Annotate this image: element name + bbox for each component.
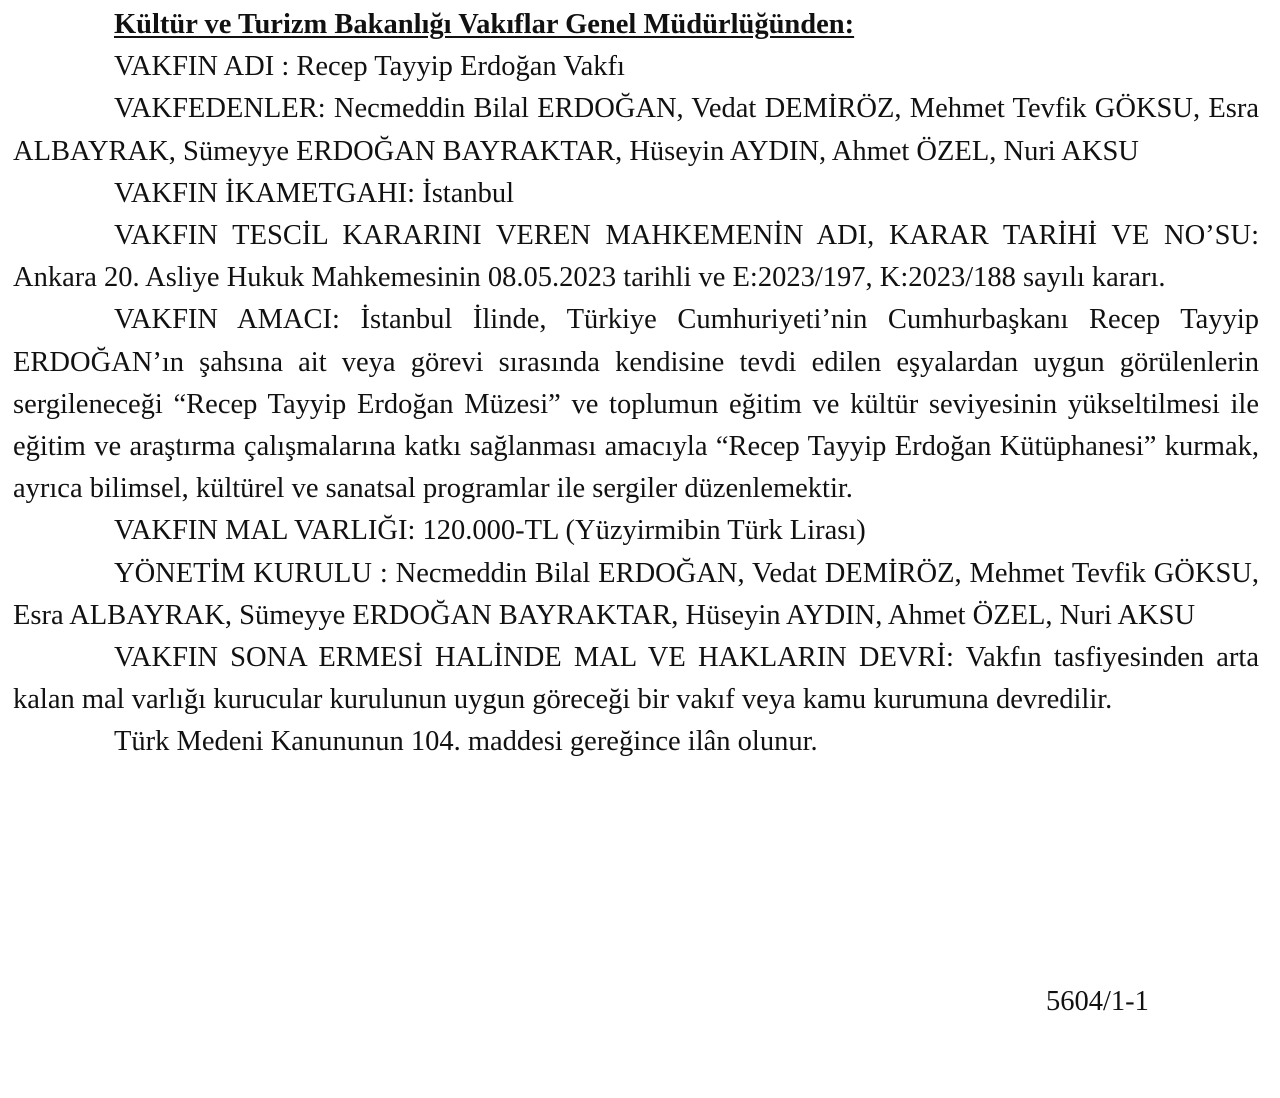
reference-number: 5604/1-1: [1046, 986, 1149, 1017]
founders-paragraph: VAKFEDENLER: Necmeddin Bilal ERDOĞAN, Vedat DEMİRÖZ, Mehmet Tevfik GÖKSU, Esra ALBAYRAK, Sümeyye ERDOĞAN BAYRAKTAR, Hüseyin AYDIN, Ahmet ÖZEL, Nuri AKSU: [13, 93, 1259, 167]
document-heading: Kültür ve Turizm Bakanlığı Vakıflar Genel Müdürlüğünden:: [114, 9, 855, 40]
purpose-paragraph: VAKFIN AMACI: İstanbul İlinde, Türkiye Cumhuriyeti’nin Cumhurbaşkanı Recep Tayyip ERDOĞAN’ın şahsına ait veya görevi sırasında kendisine tevdi edilen eşyalardan uygun görülenlerin sergileneceği “Recep Tayyip Erdoğan Müzesi” ve toplumun eğitim ve kültür seviyesinin yükseltilmesi ile eğitim ve araştırma çalışmalarına katkı sağlanması amacıyla “Recep Tayyip Erdoğan Kütüphanesi” kurmak, ayrıca bilimsel, kültürel ve sanatsal programlar ile sergiler düzenlemektir.: [13, 304, 1259, 505]
court-decision-paragraph: VAKFIN TESCİL KARARINI VEREN MAHKEMENİN ADI, KARAR TARİHİ VE NO’SU: Ankara 20. Asliye Hukuk Mahkemesinin 08.05.2023 tarihli ve E:2023/197, K:2023/188 sayılı kararı.: [13, 220, 1259, 294]
board-paragraph: YÖNETİM KURULU : Necmeddin Bilal ERDOĞAN, Vedat DEMİRÖZ, Mehmet Tevfik GÖKSU, Esra ALBAYRAK, Sümeyye ERDOĞAN BAYRAKTAR, Hüseyin AYDIN, Ahmet ÖZEL, Nuri AKSU: [13, 557, 1259, 631]
residence-paragraph: VAKFIN İKAMETGAHI: İstanbul: [114, 177, 515, 209]
announcement-document: [13, 4, 1259, 764]
dissolution-paragraph: VAKFIN SONA ERMESİ HALİNDE MAL VE HAKLARIN DEVRİ: Vakfın tasfiyesinden arta kalan mal varlığı kurucular kurulunun uygun göreceği bir vakıf veya kamu kurumuna devredilir.: [13, 642, 1259, 716]
legal-basis-paragraph: Türk Medeni Kanununun 104. maddesi gereğince ilân olunur.: [114, 726, 818, 758]
assets-paragraph: VAKFIN MAL VARLIĞI: 120.000-TL (Yüzyirmibin Türk Lirası): [114, 515, 866, 547]
foundation-name-paragraph: VAKFIN ADI : Recep Tayyip Erdoğan Vakfı: [114, 51, 625, 83]
